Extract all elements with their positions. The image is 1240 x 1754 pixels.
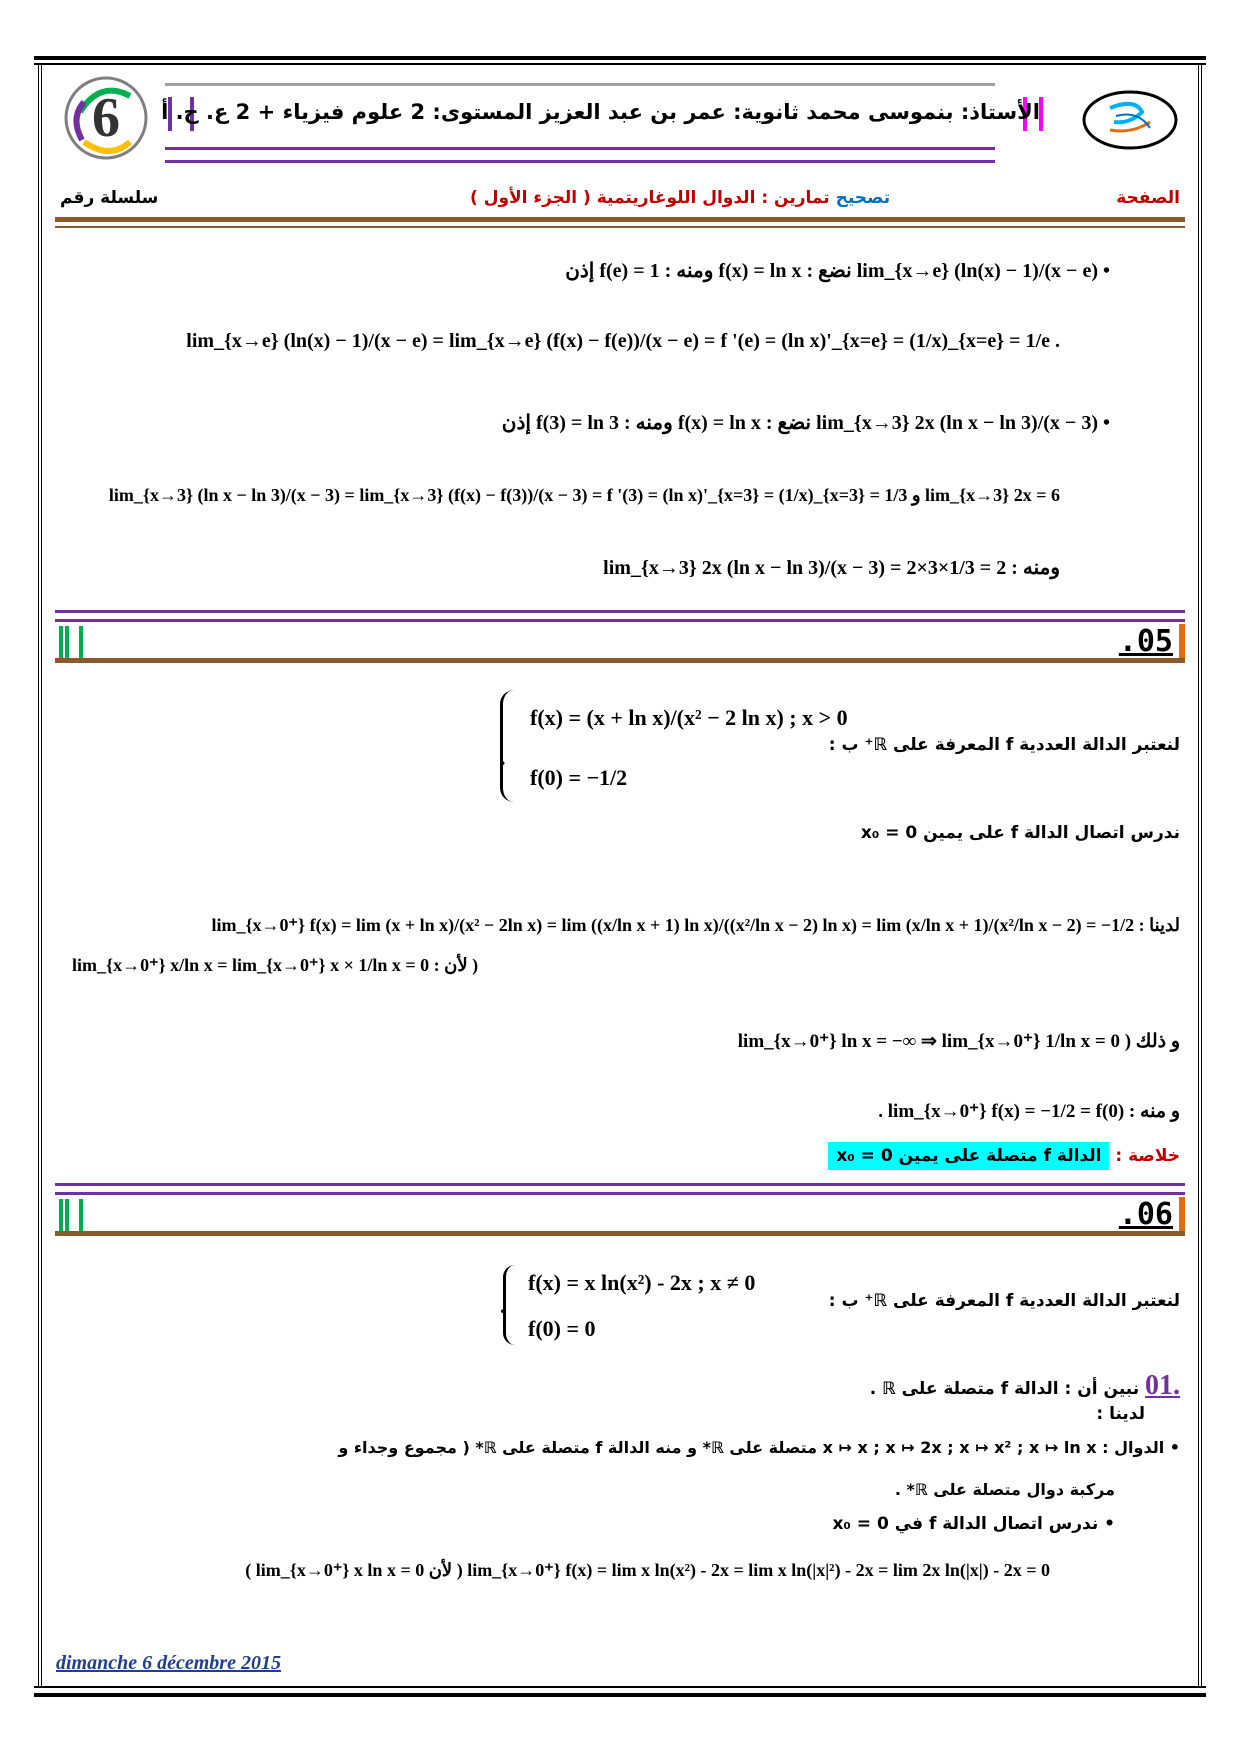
s05-hence: و منه : lim_{x→0⁺} f(x) = −1/2 = f(0) . [878,1101,1180,1122]
s06-have: لدينا : [1096,1404,1145,1424]
s05-study: ندرس اتصال الدالة f على يمين x₀ = 0 [860,823,1180,843]
header-top-rule [165,83,995,86]
section-05-stripes [59,626,83,658]
header-title: الأستاذ: بنموسى محمد ثانوية: عمر بن عبد العزيز المستوى: 2 علوم فيزياء + 2 ع. ح. أ [161,100,1040,124]
s06-case2: f(0) = 0 [528,1316,596,1341]
s05-case2: f(0) = −1/2 [530,765,628,790]
s05-have: لدينا : lim_{x→0⁺} f(x) = lim (x + ln x)/(x² − 2ln x) = lim ((x/ln x + 1) ln x)/((x²/ln x − 2) ln x) = lim (x/ln x + 1)/(x²/ln x − 2) = −1/2 [211,915,1180,935]
section-06-number: .06 [1118,1197,1173,1232]
subject-prefix: تصحيح [835,188,891,208]
s06-definition-intro: لنعتبر الدالة العددية f المعرفة على ℝ⁺ ب : [828,1291,1180,1311]
meta-row [60,188,1180,212]
section-05-number: .05 [1118,624,1173,659]
s06-bullet1: • الدوال : x ↦ x ; x ↦ 2x ; x ↦ x² ; x ↦ ln x متصلة على ℝ* و منه الدالة f متصلة على ℝ* ( مجموع وجداء و [338,1438,1180,1457]
section-06-header [55,1183,1185,1233]
s05-because: ( لأن : lim_{x→0⁺} x/ln x = lim_{x→0⁺} x × 1/ln x = 0 [72,955,479,975]
frame-bottom-line-thin [34,1686,1206,1688]
s06-question1 [870,1370,1180,1402]
s06-q1-tag: .01 [1145,1370,1180,1401]
s05-and-that: و ذلك ( lim_{x→0⁺} ln x = −∞ ⇒ lim_{x→0⁺} 1/ln x = 0 [737,1031,1180,1052]
teacher-logo [1080,88,1180,152]
section-05-rule-top [55,610,1185,613]
series-label: سلسلة رقم [60,188,159,208]
header-bottom-rule-2 [165,160,995,163]
frame-bottom-line [34,1693,1206,1697]
svg-text:6: 6 [92,87,120,149]
section-06-rule-mid [55,1192,1185,1195]
p1-line3: • lim_{x→3} 2x (ln x − ln 3)/(x − 3) نضع : f(x) = ln x ومنه : f(3) = ln 3 إذن [501,412,1110,434]
s05-def-period: . [500,745,506,770]
header-divider-thin [55,226,1185,228]
s06-def-period: . [500,1293,506,1318]
p1-line2: . lim_{x→e} (ln(x) − 1)/(x − e) = lim_{x→e} (f(x) − f(e))/(x − e) = f '(e) = (ln x)'_{x=e} = (1/x)_{x=e} = 1/e [186,330,1060,352]
s06-bullet2: • ندرس اتصال الدالة f في x₀ = 0 [832,1514,1115,1534]
s05-case1: f(x) = (x + ln x)/(x² − 2 ln x) ; x > 0 [530,705,848,730]
s06-bullet3: lim_{x→0⁺} f(x) = lim x ln(x²) - 2x = lim x ln(|x|²) - 2x = lim 2x ln(|x|) - 2x = 0 ( لأن lim_{x→0⁺} x ln x = 0 ) [245,1560,1050,1580]
series-number-logo [60,72,152,164]
page-label: الصفحة [1116,188,1180,208]
section-06-rule-bottom [55,1231,1185,1236]
section-06-rule-top [55,1183,1185,1186]
p1-line4: lim_{x→3} 2x = 6 و lim_{x→3} (ln x − ln 3)/(x − 3) = lim_{x→3} (f(x) − f(3))/(x − 3) = f '(3) = (ln x)'_{x=3} = (1/x)_{x=3} = 1/3 [108,485,1060,505]
s06-bullet1-cont: مركبة دوال متصلة على ℝ* . [894,1480,1115,1499]
section-05-rule-mid [55,619,1185,622]
footer-date: dimanche 6 décembre 2015 [56,1652,281,1674]
frame-left-border [38,63,42,1688]
section-06-stripes [59,1199,83,1231]
frame-top-line [34,56,1206,60]
section-05-rule-bottom [55,658,1185,663]
p1-line5: ومنه : lim_{x→3} 2x (ln x − ln 3)/(x − 3) = 2×3×1/3 = 2 [603,557,1060,579]
s05-definition-intro: لنعتبر الدالة العددية f المعرفة على ℝ⁺ ب : [828,735,1180,755]
s06-case1: f(x) = x ln(x²) - 2x ; x ≠ 0 [528,1270,756,1295]
header-divider [55,217,1185,222]
s06-q1-text: نبين أن : الدالة f متصلة على ℝ . [869,1379,1140,1399]
s05-conclusion-box: الدالة f متصلة على يمين x₀ = 0 [828,1142,1109,1170]
p1-line1: • lim_{x→e} (ln(x) − 1)/(x − e) نضع : f(x) = ln x ومنه : f(e) = 1 إذن [565,260,1110,282]
section-05-header [55,610,1185,660]
s06-brace [503,1265,528,1345]
s05-conclusion [828,1146,1180,1166]
subject-line [470,188,890,208]
frame-right-border [1198,63,1202,1688]
section-05-marker [1179,624,1185,658]
header-bottom-rule [165,147,995,150]
s05-conclusion-label: خلاصة : [1115,1146,1180,1166]
frame-top-line-thin [34,63,1206,65]
subject-title: تمارين : الدوال اللوغاريتمية ( الجزء الأول ) [470,188,830,208]
section-06-marker [1179,1197,1185,1231]
